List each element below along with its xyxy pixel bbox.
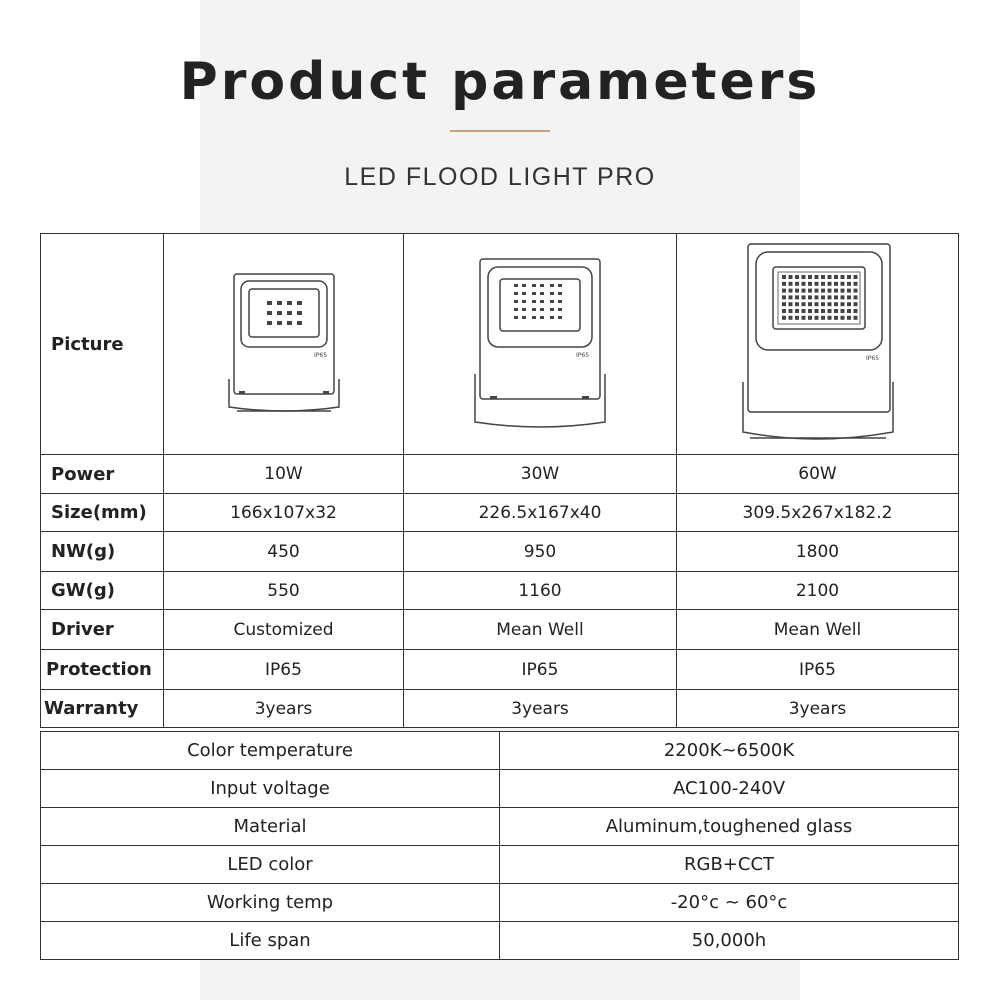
cell-value: 2200K~6500K [500,732,959,770]
cell-value: 226.5x167x40 [404,494,677,532]
product-image-cell [677,234,959,455]
led-chip [788,302,792,306]
led-chip [827,282,831,286]
led-chip [814,302,818,306]
cell-value: AC100-240V [500,770,959,808]
led-chip [808,282,812,286]
led-chip [827,316,831,320]
led-chip [801,275,805,279]
cell-value: Mean Well [677,610,959,650]
table-row [41,808,959,846]
product-image-cell [404,234,677,455]
row-label: Picture [41,234,164,455]
led-chip [801,289,805,293]
row-label: Warranty [41,690,164,728]
led-chip [814,289,818,293]
cell-value: 60W [677,455,959,494]
led-chip [821,275,825,279]
led-chip [808,295,812,299]
ip-mark: IP65 [576,352,590,359]
table-row [41,650,959,690]
row-label: Material [41,808,500,846]
led-chip [821,302,825,306]
led-chip [853,295,857,299]
led-chip [788,289,792,293]
cell-value: IP65 [404,650,677,690]
led-chip [795,295,799,299]
led-chip [801,309,805,313]
led-chip [834,302,838,306]
led-chip [853,282,857,286]
led-chip [782,309,786,313]
led-chip [795,302,799,306]
cell-value: 3years [404,690,677,728]
led-chip [840,316,844,320]
led-chip [840,302,844,306]
led-chip [853,302,857,306]
led-chip [847,316,851,320]
cell-value: -20°c ~ 60°c [500,884,959,922]
led-chip [795,309,799,313]
flood-light-10w-icon [219,269,349,419]
table-row [41,455,959,494]
led-chip [801,282,805,286]
led-chip [834,275,838,279]
row-label: GW(g) [41,572,164,610]
cell-value: 550 [164,572,404,610]
cell-value: 3years [677,690,959,728]
row-label: NW(g) [41,532,164,572]
page-subtitle: LED FLOOD LIGHT PRO [344,163,656,191]
row-label: LED color [41,846,500,884]
table-row [41,770,959,808]
table-row [41,572,959,610]
led-chip [821,295,825,299]
table-row [41,494,959,532]
led-chip [827,295,831,299]
led-chip [808,289,812,293]
led-chip [808,302,812,306]
led-chip [782,282,786,286]
cell-value: 1800 [677,532,959,572]
led-chip [840,275,844,279]
spec-table [40,233,959,728]
table-row [41,732,959,770]
cell-value: IP65 [164,650,404,690]
cell-value: Customized [164,610,404,650]
cell-value: 3years [164,690,404,728]
led-chip [795,289,799,293]
led-chip [853,289,857,293]
row-label: Power [41,455,164,494]
led-chip [801,295,805,299]
led-chip [808,316,812,320]
led-chip [840,295,844,299]
cell-value: Aluminum,toughened glass [500,808,959,846]
led-chip [788,275,792,279]
led-chip [847,302,851,306]
led-chip [840,289,844,293]
table-row [41,884,959,922]
common-specs-table [40,731,959,960]
led-chip [782,316,786,320]
cell-value: 2100 [677,572,959,610]
cell-value: Mean Well [404,610,677,650]
led-chip [847,275,851,279]
led-chip [847,295,851,299]
led-chip [847,309,851,313]
table-row [41,610,959,650]
title-underline [450,130,550,132]
led-chip [827,309,831,313]
product-image-cell [164,234,404,455]
row-label: Protection [41,650,164,690]
led-chip [821,289,825,293]
cell-value: 309.5x267x182.2 [677,494,959,532]
page-title: Product parameters [179,52,821,112]
ip-mark: IP65 [865,355,879,362]
led-chip [801,302,805,306]
led-chip [853,275,857,279]
led-chip [788,282,792,286]
row-label: Size(mm) [41,494,164,532]
led-chip [814,309,818,313]
led-chip [801,316,805,320]
led-chip [834,309,838,313]
cell-value: 30W [404,455,677,494]
led-chip [808,309,812,313]
table-row [41,922,959,960]
table-row [41,690,959,728]
led-chip [782,302,786,306]
row-label: Input voltage [41,770,500,808]
row-label: Life span [41,922,500,960]
row-label: Color temperature [41,732,500,770]
cell-value: 450 [164,532,404,572]
table-row-picture [41,234,959,455]
led-chip [853,316,857,320]
cell-value: 166x107x32 [164,494,404,532]
led-chip [814,316,818,320]
table-row [41,846,959,884]
led-chip [853,309,857,313]
led-chip [821,282,825,286]
led-chip [827,289,831,293]
flood-light-60w-icon [738,242,898,446]
led-chip [847,282,851,286]
led-chip [788,316,792,320]
led-chip [840,282,844,286]
led-chip [782,295,786,299]
led-chip [840,309,844,313]
led-chip [821,316,825,320]
led-chip [814,275,818,279]
row-label: Driver [41,610,164,650]
led-chip [814,282,818,286]
led-chip [788,295,792,299]
table-row [41,532,959,572]
led-chip [834,282,838,286]
flood-light-30w-icon [470,254,610,434]
led-chip [827,302,831,306]
cell-value: 1160 [404,572,677,610]
cell-value: 50,000h [500,922,959,960]
led-chip [847,289,851,293]
led-chip [834,289,838,293]
led-chip [834,316,838,320]
led-chip [821,309,825,313]
cell-value: RGB+CCT [500,846,959,884]
cell-value: IP65 [677,650,959,690]
led-chip [795,275,799,279]
led-chip [834,295,838,299]
ip-mark: IP65 [313,352,327,359]
row-label: Working temp [41,884,500,922]
led-chip [788,309,792,313]
led-chip [827,275,831,279]
led-chip [795,282,799,286]
led-chip [814,295,818,299]
cell-value: 950 [404,532,677,572]
led-chip [795,316,799,320]
led-chip [808,275,812,279]
cell-value: 10W [164,455,404,494]
led-chip [782,275,786,279]
led-chip [782,289,786,293]
